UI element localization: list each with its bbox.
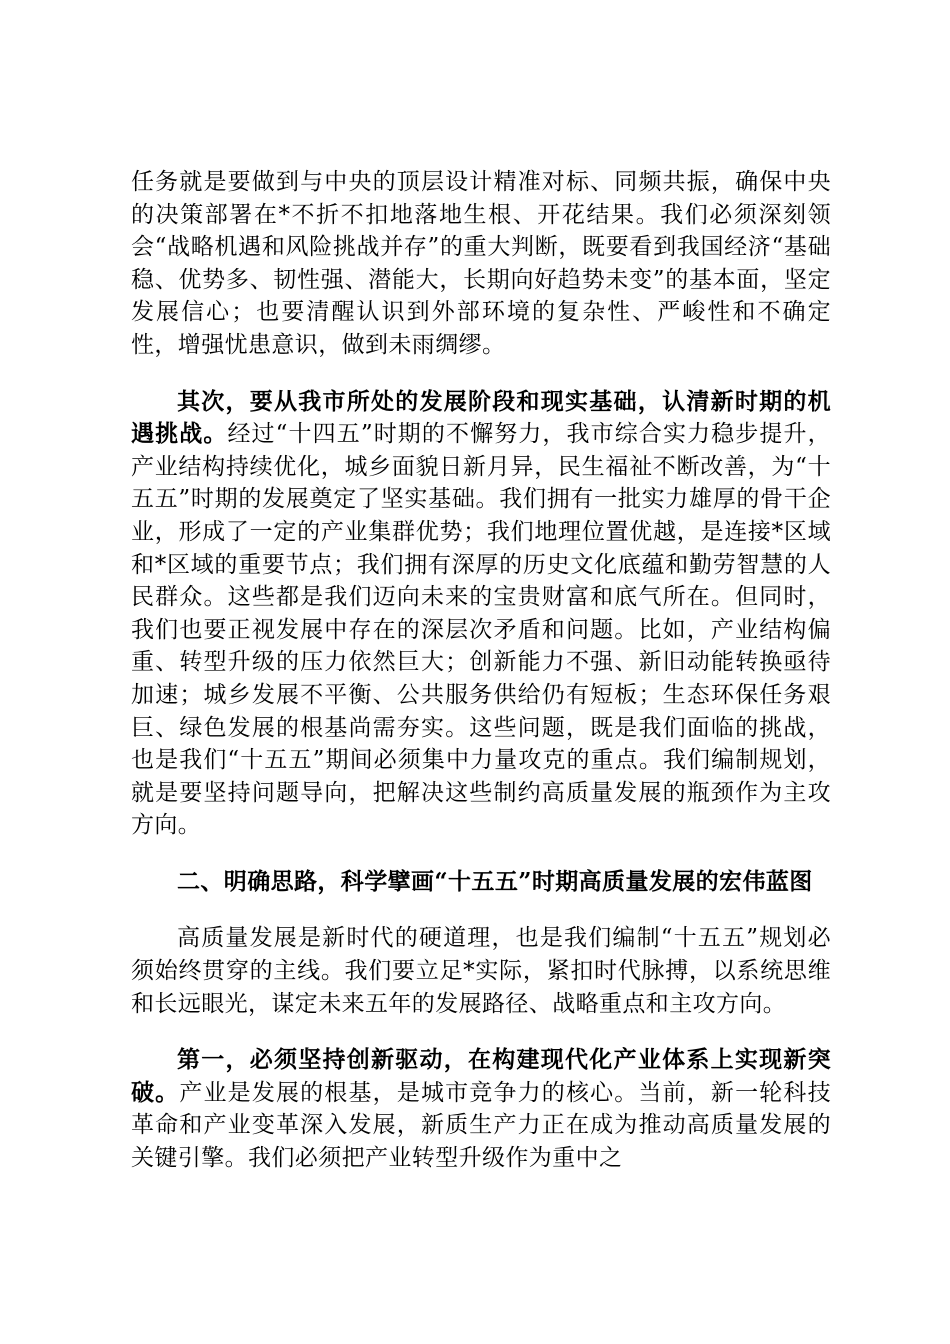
paragraph-second-point [131, 386, 831, 842]
document-body [131, 166, 831, 1175]
paragraph-section-intro [131, 922, 831, 1020]
paragraph-text: 产业是发展的根基，是城市竞争力的核心。当前，新一轮科技革命和产业变革深入发展，新质生产力正在成为推动高质量发展的关键引擎。我们必须把产业转型升级作为重中之 [131, 1079, 831, 1172]
paragraph-first-point [131, 1044, 831, 1174]
paragraph-continuation [131, 166, 831, 362]
paragraph-text: 任务就是要做到与中央的顶层设计精准对标、同频共振，确保中央的决策部署在*不折不扣地落地生根、开花结果。我们必须深刻领会“战略机遇和风险挑战并存”的重大判断，既要看到我国经济“基础稳、优势多、韧性强、潜能大，长期向好趋势未变”的基本面，坚定发展信心；也要清醒认识到外部环境的复杂性、严峻性和不确定性，增强忧患意识，做到未雨绸缪。 [131, 169, 831, 358]
section-heading-text: 二、明确思路，科学擘画“十五五”时期高质量发展的宏伟蓝图 [177, 867, 813, 895]
paragraph-text: 经过“十四五”时期的不懈努力，我市综合实力稳步提升，产业结构持续优化，城乡面貌日新月异，民生福祉不断改善，为“十五五”时期的发展奠定了坚实基础。我们拥有一批实力雄厚的骨干企业，形成了一定的产业集群优势；我们地理位置优越，是连接*区域和*区域的重要节点；我们拥有深厚的历史文化底蕴和勤劳智慧的人民群众。这些都是我们迈向未来的宝贵财富和底气所在。但同时，我们也要正视发展中存在的深层次矛盾和问题。比如，产业结构偏重、转型升级的压力依然巨大；创新能力不强、新旧动能转换亟待加速；城乡发展不平衡、公共服务供给仍有短板；生态环保任务艰巨、绿色发展的根基尚需夯实。这些问题，既是我们面临的挑战，也是我们“十五五”期间必须集中力量攻克的重点。我们编制规划，就是要坚持问题导向，把解决这些制约高质量发展的瓶颈作为主攻方向。 [131, 421, 831, 839]
paragraph-bold-lead: 第一，必须坚持创新驱动，在构建现代化产业体系上实现新突破。 [131, 1046, 831, 1106]
paragraph-text: 高质量发展是新时代的硬道理，也是我们编制“十五五”规划必须始终贯穿的主线。我们要立足*实际，紧扣时代脉搏，以系统思维和长远眼光，谋定未来五年的发展路径、战略重点和主攻方向。 [131, 925, 831, 1017]
paragraph-bold-lead: 其次，要从我市所处的发展阶段和现实基础，认清新时期的机遇挑战。 [131, 387, 831, 448]
section-heading [131, 866, 831, 899]
